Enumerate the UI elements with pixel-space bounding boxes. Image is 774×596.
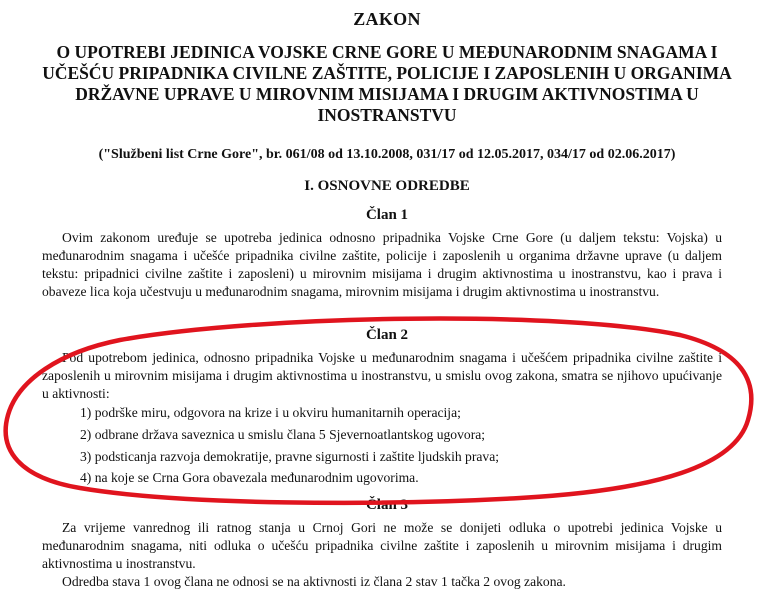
article-1-text bbox=[42, 229, 722, 301]
article-3-text bbox=[42, 519, 722, 573]
article-1-heading: Član 1 bbox=[365, 207, 409, 223]
law-subtitle: O UPOTREBI JEDINICA VOJSKE CRNE GORE U MEĐUNARODNIM SNAGAMA I UČEŠĆU PRIPADNIKA CIVILNE ZAŠTITE, POLICIJE I ZAPOSLENIH U ORGANIMA DRŽAVNE UPRAVE U MIROVNIM MISIJAMA I DRUGIM AKTIVNOSTIMA U INOSTRANSTVU bbox=[42, 42, 732, 125]
article-1-paragraph: Ovim zakonom uređuje se upotreba jedinica odnosno pripadnika Vojske Crne Gore (u daljem tekstu: Vojska) u međunarodnim snagama i učešće pripadnika civilne zaštite, policije i zaposlenih u organima državne uprave (u daljem tekstu: pripadnici civilne zaštite i zaposleni) u mirovnim misijama i drugim aktivnostima u inostranstvu, kao i prava i obaveze lica koja učestvuju u međunarodnim snagama, mirovnim misijama i drugim aktivnostima u inostranstvu. bbox=[42, 230, 722, 299]
article-2-item-3: 3) podsticanja razvoja demokratije, pravne sigurnosti i zaštite ljudskih prava; bbox=[80, 449, 500, 464]
article-2-heading: Član 2 bbox=[365, 327, 409, 343]
article-2-item-1: 1) podrške miru, odgovora na krize i u okviru humanitarnih operacija; bbox=[80, 405, 461, 420]
article-3-paragraph-2: Odredba stava 1 ovog člana ne odnosi se na aktivnosti iz člana 2 stav 1 tačka 2 ovog zakona. bbox=[62, 574, 566, 589]
article-3-heading: Član 3 bbox=[365, 497, 409, 513]
article-3-paragraph-1: Za vrijeme vanrednog ili ratnog stanja u Crnoj Gori ne može se donijeti odluka o upotrebi jedinica Vojske u međunarodnim snagama, niti odluka o učešću pripadnika civilne zaštite i zaposlenih u mirovnim misijama i drugim aktivnostima u inostranstvu. bbox=[42, 520, 722, 571]
law-title: ZAKON bbox=[353, 9, 421, 29]
gazette-reference: ("Službeni list Crne Gore", br. 061/08 od 13.10.2008, 031/17 od 12.05.2017, 034/17 od 02.06.2017) bbox=[98, 147, 676, 162]
section-heading: I. OSNOVNE ODREDBE bbox=[304, 178, 470, 194]
article-2-item-2: 2) odbrane država saveznica u smislu člana 5 Sjevernoatlantskog ugovora; bbox=[80, 427, 486, 442]
article-3-text-2 bbox=[42, 573, 722, 591]
article-2-item-4: 4) na koje se Crna Gora obavezala međunarodnim ugovorima. bbox=[80, 470, 419, 485]
article-2-paragraph: Pod upotrebom jedinica, odnosno pripadnika Vojske u međunarodnim snagama i učešćem pripadnika civilne zaštite i zaposlenih u mirovnim misijama i drugim aktivnostima u inostranstvu, u smislu ovog zakona, smatra se njihovo upućivanje u aktivnosti: bbox=[42, 350, 722, 401]
article-2-text bbox=[42, 349, 722, 403]
